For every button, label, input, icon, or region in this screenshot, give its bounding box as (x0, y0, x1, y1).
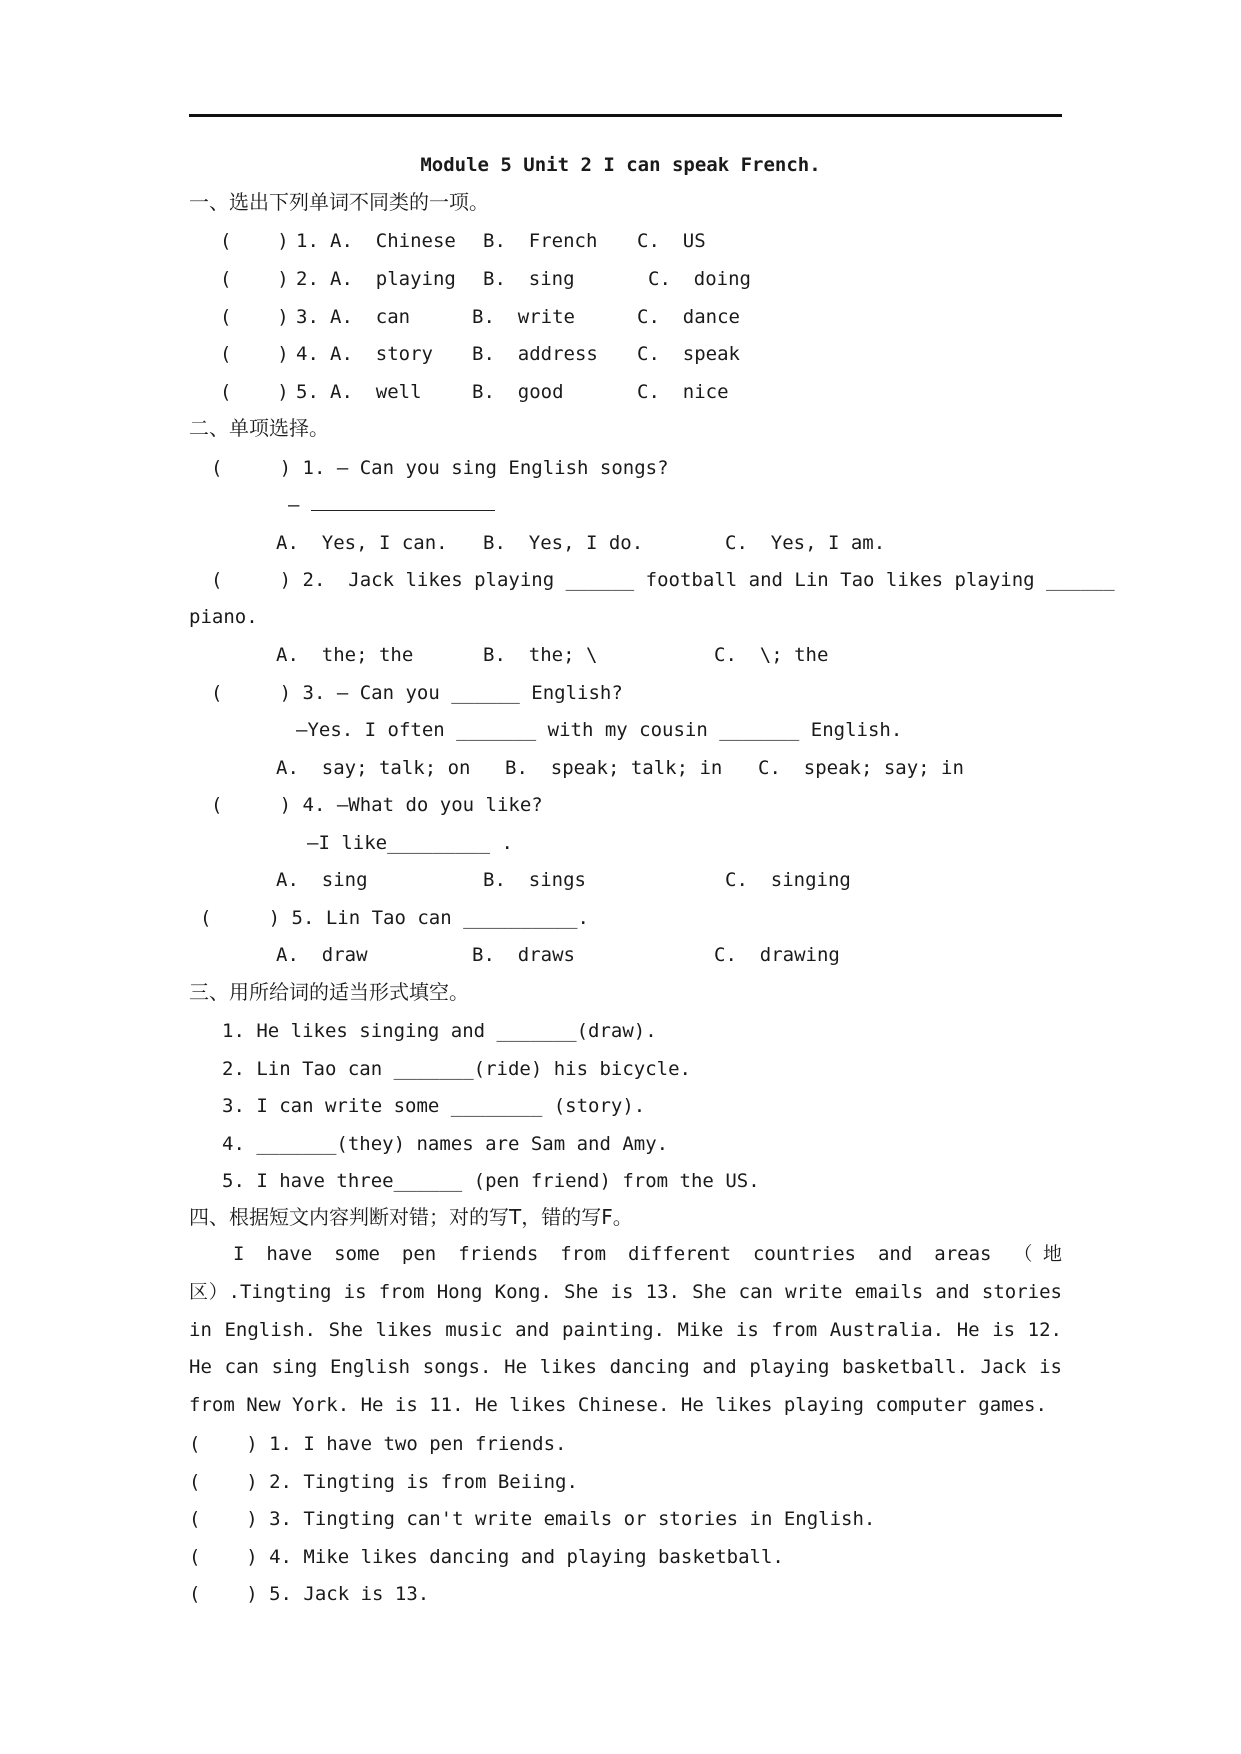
option-c: C. speak (637, 343, 740, 365)
item-number: 4. (296, 343, 319, 365)
option-b: B. French (483, 230, 598, 252)
option-c: C. speak; say; in (758, 757, 964, 779)
fill-in-item[interactable]: 3. I can write some ________ (story). (222, 1095, 646, 1117)
option-a: A. the; the (276, 644, 414, 666)
question-stem: ( ) 5. Lin Tao can __________. (200, 907, 589, 929)
question-stem: ( ) 4. —What do you like? (211, 794, 543, 816)
option-c: C. singing (725, 869, 851, 891)
option-c: C. Yes, I am. (725, 532, 886, 554)
true-false-item[interactable]: ( ) 5. Jack is 13. (189, 1583, 430, 1605)
answer-bracket[interactable]: ( ) (220, 381, 289, 403)
option-a: A. say; talk; on (276, 757, 471, 779)
option-b: B. speak; talk; in (505, 757, 723, 779)
option-b: B. address (472, 343, 598, 365)
fill-in-item[interactable]: 5. I have three______ (pen friend) from the US. (222, 1170, 760, 1192)
item-number: 2. (296, 268, 319, 290)
option-a: A. story (330, 343, 433, 365)
option-a: A. Yes, I can. (276, 532, 448, 554)
reply-dash: — (288, 494, 300, 516)
reading-passage: I have some pen friends from different countries and areas （地区）.Tingting is from Hong Kong. She is 13. She can write emails and stories in English. She likes music and painting. Mike is from Australia. He is 12. He can sing English songs. He likes dancing and playing basketball. Jack is from New York. He is 11. He likes Chinese. He likes playing computer games. (189, 1243, 1062, 1417)
option-b: B. sing (483, 268, 575, 290)
option-c: C. nice (637, 381, 729, 403)
question-stem: ( ) 2. Jack likes playing ______ football and Lin Tao likes playing ______ (211, 569, 1115, 591)
option-b: B. Yes, I do. (483, 532, 644, 554)
section-2-heading: 二、单项选择。 (189, 416, 329, 440)
option-b: B. good (472, 381, 564, 403)
header-rule (189, 114, 1062, 117)
question-stem: ( ) 3. — Can you ______ English? (211, 682, 623, 704)
question-reply: —Yes. I often _______ with my cousin _______ English. (296, 719, 903, 741)
true-false-item[interactable]: ( ) 4. Mike likes dancing and playing basketball. (189, 1546, 784, 1568)
option-c: C. US (637, 230, 706, 252)
answer-blank[interactable] (311, 492, 495, 511)
true-false-item[interactable]: ( ) 2. Tingting is from Beiing. (189, 1471, 578, 1493)
option-b: B. draws (472, 944, 575, 966)
option-a: A. draw (276, 944, 368, 966)
item-number: 5. (296, 381, 319, 403)
option-a: A. playing (330, 268, 456, 290)
fill-in-item[interactable]: 1. He likes singing and _______(draw). (222, 1020, 657, 1042)
item-number: 1. (296, 230, 319, 252)
fill-in-item[interactable]: 4. _______(they) names are Sam and Amy. (222, 1133, 669, 1155)
option-b: B. write (472, 306, 575, 328)
answer-bracket[interactable]: ( ) (220, 306, 289, 328)
true-false-item[interactable]: ( ) 1. I have two pen friends. (189, 1433, 567, 1455)
question-reply: —I like_________ . (307, 832, 513, 854)
question-stem: ( ) 1. — Can you sing English songs? (211, 457, 669, 479)
item-number: 3. (296, 306, 319, 328)
section-4-heading: 四、根据短文内容判断对错；对的写T，错的写F。 (189, 1205, 633, 1229)
answer-bracket[interactable]: ( ) (220, 268, 289, 290)
answer-bracket[interactable]: ( ) (220, 343, 289, 365)
option-c: C. doing (648, 268, 751, 290)
option-a: A. can (330, 306, 411, 328)
option-a: A. sing (276, 869, 368, 891)
question-reply (288, 492, 495, 518)
question-continuation: piano. (189, 606, 258, 628)
option-a: A. Chinese (330, 230, 456, 252)
option-c: C. \; the (714, 644, 829, 666)
section-3-heading: 三、用所给词的适当形式填空。 (189, 980, 469, 1004)
option-a: A. well (330, 381, 422, 403)
option-b: B. sings (483, 869, 586, 891)
option-c: C. dance (637, 306, 740, 328)
option-b: B. the; \ (483, 644, 598, 666)
page-title: Module 5 Unit 2 I can speak French. (420, 154, 821, 176)
option-c: C. drawing (714, 944, 840, 966)
true-false-item[interactable]: ( ) 3. Tingting can't write emails or stories in English. (189, 1508, 876, 1530)
fill-in-item[interactable]: 2. Lin Tao can _______(ride) his bicycle. (222, 1058, 691, 1080)
answer-bracket[interactable]: ( ) (220, 230, 289, 252)
section-1-heading: 一、选出下列单词不同类的一项。 (189, 190, 489, 214)
